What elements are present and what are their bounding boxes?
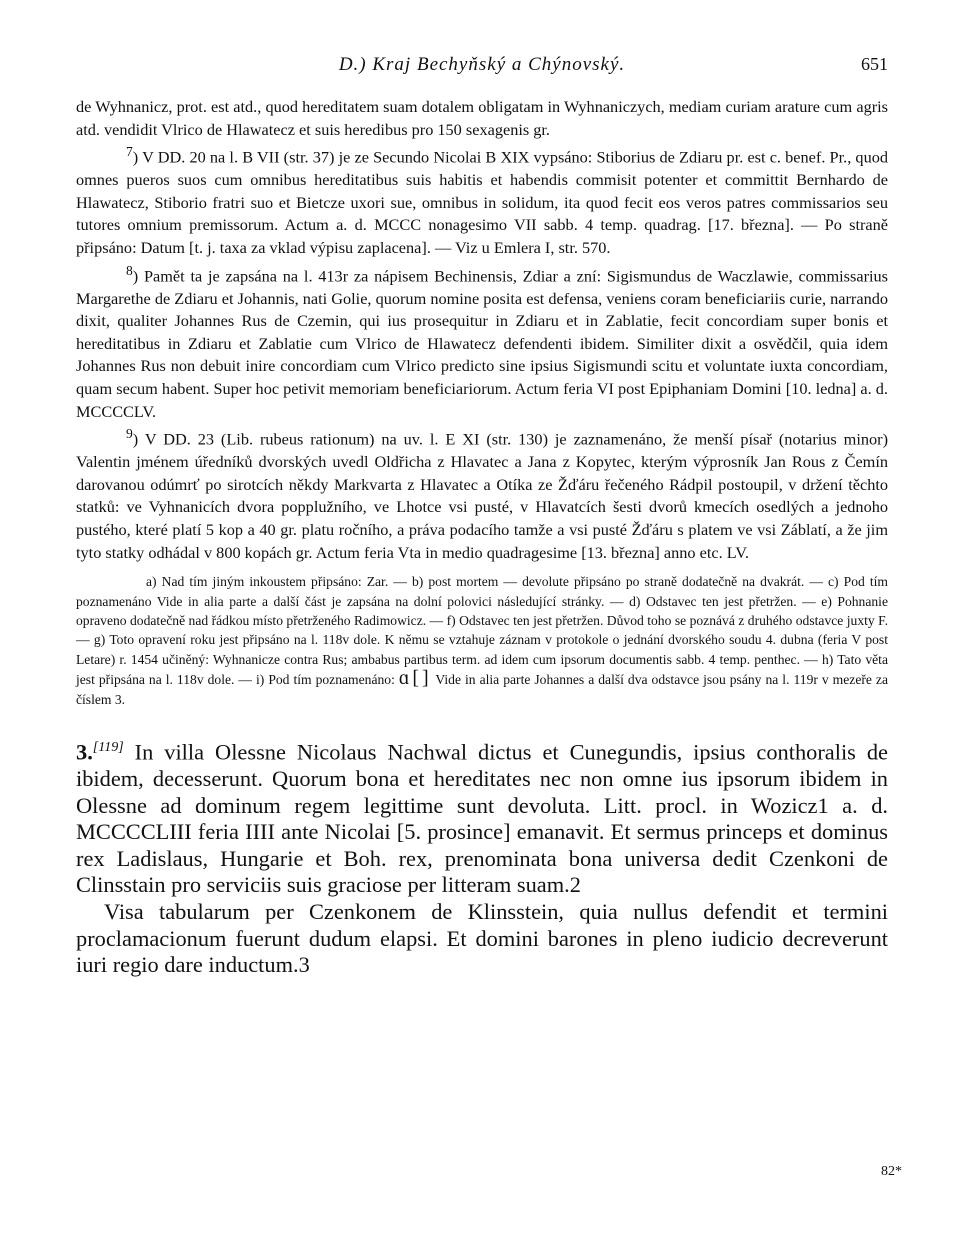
- running-title: D.) Kraj Bechyňský a Chýnovský.: [338, 54, 626, 75]
- note-9: [76, 423, 888, 564]
- entry-text-1: In villa Olessne Nicolaus Nachwal dictus et Cunegundis, ipsius conthoralis de ibidem, decesserunt. Quorum bona et hereditates nec non omne ius ipsorum ibidem in Olessne ad dominum regem legittime sunt devoluta. Litt. procl. in Wozicz1 a. d. MCCCCLIII feria IIII ante Nicolai [5. prosince] emanavit. Et sermus princeps et dominus rex Ladislaus, Hungarie et Boh. rex, prenominata bona universa dedit Czenkoni de Clinsstain pro serviciis suis graciose per litteram suam.2: [76, 739, 888, 898]
- note-8: [76, 260, 888, 424]
- entry-paragraph-2: Visa tabularum per Czenkonem de Klinsstein, quia nullus defendit et termini proclamacionum fuerunt dudum elapsi. Et domini barones in pleno iudicio decreverunt iuri regio dare inductum.3: [76, 899, 888, 978]
- signature-mark: 82*: [881, 1164, 902, 1179]
- footnotes-block: [76, 96, 888, 564]
- note-9-text: ) V DD. 23 (Lib. rubeus rationum) na uv. l. E XI (str. 130) je zaznamenáno, že menší písař (notarius minor) Valentin jménem úředníků dvorských uvedl Oldřicha z Hlavatec a Jana z Kopytec, kterým výprosník Jan Rous z Čemín darovanou odúmrť po sirotcích někdy Markvarta z Hlavatec a Otíka ze Žďáru řečeného Rádpil postoupil, v držení těchto statků: ve Vyhnanicích dvora popplužního, ve Lhotce vsi pusté, v Hlavatcích šesti dvorů kmecích osedlých a jednoho pustého, které platí 5 kop a 40 gr. platu ročního, a práva podacího tamže a vsi pusté Žďáru s platem ve vsi Záblatí, a že jim tyto statky odhádal v 800 kopách gr. Actum feria Vta in medio quadragesime [13. března] anno etc. LV.: [76, 429, 888, 562]
- note-8-marker: 8: [126, 262, 133, 278]
- page: [76, 48, 888, 979]
- page-number: 651: [861, 54, 888, 74]
- entry-number: 3.: [76, 739, 93, 765]
- entry-paragraph-1: [76, 735, 888, 899]
- apparatus-end: Vide in alia parte Johannes a další dva odstavce jsou psány na l. 119r v mezeře za číslem 3.: [76, 672, 888, 707]
- note-7: [76, 141, 888, 259]
- bracket-symbol: ɑ[]: [398, 667, 432, 690]
- page-header: [76, 48, 888, 88]
- note-9-marker: 9: [126, 426, 133, 442]
- note-7-marker: 7: [126, 144, 133, 160]
- main-entry: [76, 735, 888, 979]
- apparatus-text: a) Nad tím jiným inkoustem připsáno: Zar. — b) post mortem — devolute připsáno po straně dodatečně na dvakrát. — c) Pod tím poznamenáno Vide in alia parte a další část je zapsána na dolní polovici následující stránky. — d) Odstavec ten jest přetržen. — e) Pohnanie opraveno dodatečně nad řádkou místo přetrženého Radimowicz. — f) Odstavec ten jest přetržen. Důvod toho se poznává z druhého odstavce juxty F. — g) Toto opravení roku jest připsáno na l. 118v dole. K němu se vztahuje záznam v protokole o jednání dvorského soudu 4. dubna (feria V post Letare) r. 1454 učiněný: Wyhnanicze contra Rus; ambabus partibus term. ad idem cum ipsorum documentis sabb. 4 temp. penthec. — h) Tato věta jest připsána na l. 118v dole. — i) Pod tím poznamenáno:: [76, 574, 888, 688]
- note-intro: de Wyhnanicz, prot. est atd., quod hereditatem suam dotalem obligatam in Wyhnaniczych, mediam curiam arature cum agris atd. vendidit Vlrico de Hlawatecz et suis heredibus pro 150 sexagenis gr.: [76, 97, 888, 139]
- apparatus-paragraph: [76, 572, 888, 709]
- critical-apparatus: [76, 572, 888, 709]
- folio-reference: [119]: [92, 739, 124, 755]
- note-7-text: ) V DD. 20 na l. B VII (str. 37) je ze Secundo Nicolai B XIX vypsáno: Stiborius de Zdiaru pr. est c. benef. Pr., quod omnes pueros suos cum omnibus hereditatibus suis habitis et habendis commisit potenter et committit Bernhardo de Hlawatecz, Stiborio fratri suo et Bietcze uxori sue, omnibus in solidum, ita quod fecit eos veros patres commissarios seu tutores omnium premissorum. Actum a. d. MCCC nonagesimo VII sabb. 4 temp. quadrag. [17. března]. — Po straně připsáno: Datum [t. j. taxa za vklad výpisu zaplacena]. — Viz u Emlera I, str. 570.: [76, 147, 888, 257]
- note-8-text: ) Pamět ta je zapsána na l. 413r za nápisem Bechinensis, Zdiar a zní: Sigismundus de Waczlawie, commissarius Margarethe de Zdiaru et Johannis, nati Golie, quorum nomine posita est defensa, veniens coram beneficiariis curie, narrando dixit, qualiter Johannes Rus de Czemin, qui ius prosequitur in Zdiaru et in Zablatie, fecit concordiam super bonis et hereditatibus in Zdiaru et Zablatie cum Vlrico de Hlawatecz defendenti ibidem. Similiter dixit a osvědčil, quia idem Johannes Rus non debuit inire concordiam cum Vlrico predicto sine ipsius Sigismundi scitu et voluntate iuxta concordiam, quam secum habent. Super hoc petivit memoriam beneficiariorum. Actum feria VI post Epiphaniam Domini [10. ledna] a. d. MCCCCLV.: [76, 266, 888, 421]
